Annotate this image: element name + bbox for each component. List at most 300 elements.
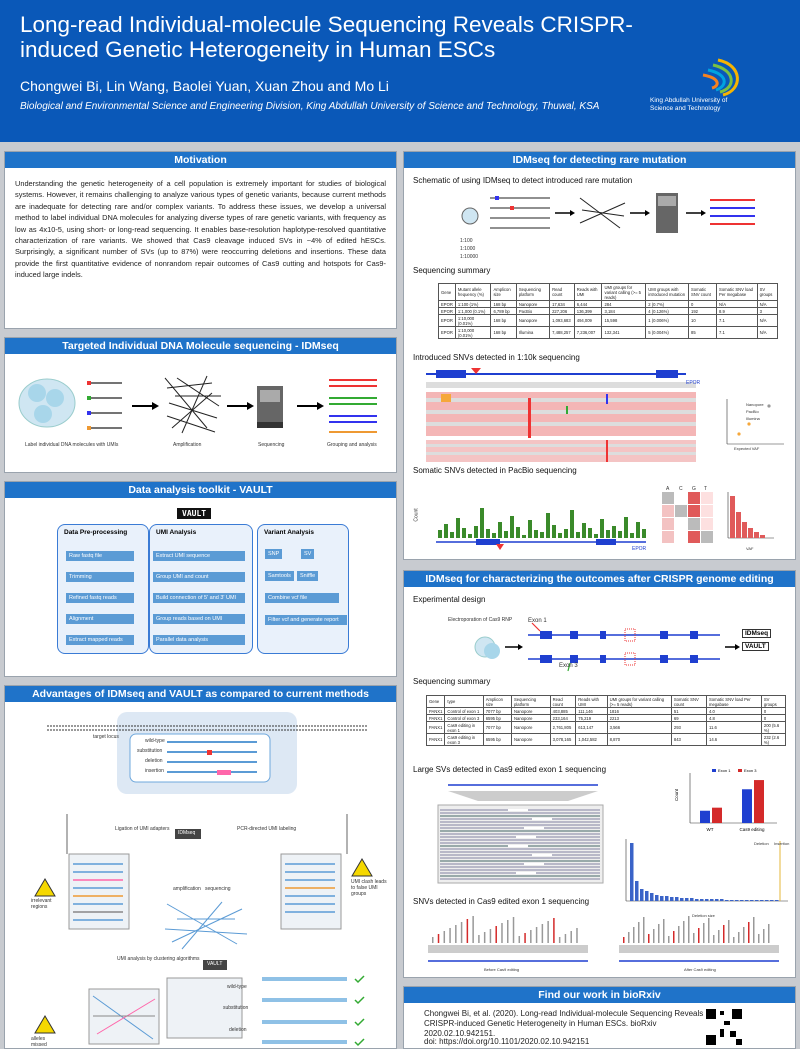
snv-bar [743, 927, 745, 943]
somatic-snv-bar [444, 524, 448, 538]
snv-bar [570, 931, 572, 943]
deletion-size-bar [745, 900, 749, 901]
heatmap-cell [701, 518, 713, 530]
table-cell: 0 [761, 708, 785, 715]
heatmap-cell [701, 492, 713, 504]
variant-substitution: substitution [137, 748, 163, 754]
table-cell: 10 [688, 315, 716, 327]
sv-read [440, 815, 600, 817]
table-cell: 403,885 [550, 708, 576, 715]
crispr-summary-title: Sequencing summary [413, 677, 491, 686]
heatmap-cell [662, 518, 674, 530]
crispr-summary-table [426, 695, 786, 746]
deletion-size-bar [695, 899, 699, 901]
sv-count-bar-chart [672, 767, 782, 837]
somatic-snv-bar [528, 520, 532, 538]
table-cell: 85 [688, 327, 716, 339]
table-cell: 233,164 [550, 715, 576, 722]
somatic-snv-bar [618, 531, 622, 538]
table-header: Gene [439, 284, 456, 301]
table-cell: 284 [602, 301, 646, 308]
bar-exon-1-cas9-editing [742, 789, 752, 823]
deletion-size-bar [750, 900, 754, 901]
table-row [439, 315, 778, 327]
sv-deletion-gap [524, 827, 544, 829]
table-cell: 8,870 [607, 734, 671, 746]
table-cell: 1,042,582 [576, 734, 607, 746]
sv-read [440, 860, 600, 862]
table-cell: PANX1 [427, 715, 445, 722]
snv-bar [438, 934, 440, 943]
deletion-size-bar [690, 898, 694, 901]
targeted-panel [4, 337, 397, 473]
snv-bar [728, 920, 730, 943]
table-cell: 7077 bp [483, 722, 511, 734]
biorxiv-heading: Find our work in bioRxiv [404, 987, 795, 1003]
heatmap-cell [675, 518, 687, 530]
sv-read [440, 851, 600, 853]
table-header: Amplicon size [491, 284, 516, 301]
snv-bar [513, 917, 515, 943]
sv-read [440, 863, 600, 865]
table-header: Amplicon size [483, 696, 511, 708]
affiliation: Biological and Environmental Science and Engineering Division, King Abdullah University of Science and Technology, Thuwal, KSA [20, 101, 600, 112]
snv-bar [530, 930, 532, 943]
snv-bar [519, 936, 521, 943]
deletion-size-bar [725, 900, 729, 901]
somatic-snv-bar [450, 532, 454, 538]
vaf-label: VAF [746, 546, 754, 551]
design-title: Experimental design [413, 595, 486, 604]
legend-label: Exon 1 [718, 768, 731, 773]
schematic-title: Schematic of using IDMseq to detect introduced rare mutation [413, 176, 633, 185]
cluster-label: UMI analysis by clustering algorithms [117, 956, 200, 962]
motivation-heading: Motivation [5, 152, 396, 168]
snv-bar [542, 924, 544, 943]
snv-bar [536, 927, 538, 943]
heatmap-cell [662, 505, 674, 517]
heatmap-cell [662, 531, 674, 543]
pcr-label: PCR-directed UMI labeling [237, 826, 297, 832]
before-label: Before Cas9 editing [484, 967, 520, 972]
table-cell: 5 (0.004%) [646, 327, 689, 339]
rare-summary-table [438, 283, 778, 339]
snv-bar [703, 923, 705, 943]
heatmap-base-c: C [679, 486, 683, 492]
table-header: Gene [427, 696, 445, 708]
table-cell: 7,236,007 [574, 327, 602, 339]
coverage-track [619, 945, 779, 953]
step-group-umi: Group UMI and count [153, 572, 245, 582]
label-amplification: Amplification [173, 442, 202, 448]
deletion-size-bar [770, 900, 774, 901]
insertion-legend: Insertion [774, 841, 790, 846]
variant-analysis-title: Variant Analysis [264, 529, 314, 536]
snv-bar [688, 916, 690, 943]
table-cell: 2213 [607, 715, 671, 722]
heatmap-cell [688, 505, 700, 517]
somatic-snv-bar [474, 526, 478, 538]
table-row [427, 734, 786, 746]
label-grouping: Grouping and analysis [327, 442, 377, 448]
table-cell: 1:100 (1%) [455, 301, 491, 308]
snv-bar [673, 931, 675, 943]
table-cell: 3,078,165 [550, 734, 576, 746]
step-alignment: Alignment [66, 614, 134, 624]
table-cell: 168 bp [491, 315, 516, 327]
table-header: Somatic SNV count [671, 696, 706, 708]
table-cell: PANX1 [427, 722, 445, 734]
somatic-snv-bar [480, 508, 484, 538]
table-cell: Nanopore [512, 708, 551, 715]
deletion-size-bar [705, 899, 709, 901]
table-row [439, 301, 778, 308]
authors: Chongwei Bi, Lin Wang, Baolei Yuan, Xuan Zhou and Mo Li [20, 78, 389, 94]
table-cell: 843 [671, 734, 706, 746]
bar-exon-3-wt [712, 808, 722, 823]
coverage-track [428, 945, 588, 953]
vault-tag: VAULT [742, 642, 769, 651]
sv-read [440, 854, 600, 856]
table-cell: 2 (0.7%) [646, 301, 689, 308]
idmseq-tag: IDMseq [742, 629, 771, 638]
rare-heading: IDMseq for detecting rare mutation [404, 152, 795, 168]
deletion-size-bar [720, 899, 724, 901]
deletion-size-bar [755, 900, 759, 901]
somatic-snv-bar [546, 513, 550, 538]
somatic-snv-bar [498, 522, 502, 538]
table-header: Read count [550, 284, 575, 301]
somatic-snv-bar [462, 528, 466, 538]
deletion-size-bar [660, 896, 664, 901]
table-cell: 1:10,000 (0.01%) [455, 315, 491, 327]
somatic-snv-bar [600, 519, 604, 538]
table-cell: N/A [717, 301, 758, 308]
sv-read [440, 839, 600, 841]
somatic-snv-bar [576, 532, 580, 538]
vault-badge: VAULT [177, 508, 211, 519]
kaust-logo-icon [648, 50, 748, 130]
snv-bar [444, 931, 446, 943]
table-cell: 14.6 [706, 734, 761, 746]
step-extract-umi: Extract UMI sequence [153, 551, 245, 561]
deletion-size-bar [715, 899, 719, 901]
somatic-snv-bar [558, 533, 562, 538]
poster-header [0, 0, 800, 142]
table-header: UMI groups for variant calling (>= 5 reads) [602, 284, 646, 301]
table-cell: PANX1 [427, 708, 445, 715]
electroporation-label: Electroporation of Cas9 RNP [448, 617, 513, 623]
somatic-count-label: Count [413, 508, 420, 522]
table-cell: 293 [671, 722, 706, 734]
somatic-snv-bar [636, 522, 640, 538]
table-cell: 192 [688, 308, 716, 315]
step-raw-fastq: Raw fastq file [66, 551, 134, 561]
step-sniffle: Sniffle [297, 571, 318, 581]
snv-edited-title: SNVs detected in Cas9 edited exon 1 sequencing [413, 897, 590, 906]
snv-bar [748, 922, 750, 943]
sv-deletion-gap [532, 818, 552, 820]
somatic-snv-bar [540, 532, 544, 538]
rare-mutation-panel [403, 151, 796, 560]
large-sv-title: Large SVs detected in Cas9 edited exon 1 sequencing [413, 765, 607, 774]
snv-bar [718, 930, 720, 943]
deletion-size-bar [730, 900, 734, 901]
crispr-heading: IDMseq for characterizing the outcomes after CRISPR genome editing [404, 571, 795, 587]
qr-code-icon[interactable] [704, 1007, 744, 1047]
snv-bar [738, 932, 740, 943]
somatic-bars [413, 480, 656, 555]
table-cell: N/A [757, 301, 777, 308]
sv-deletion-gap [516, 872, 536, 874]
table-cell: Nanopore [512, 715, 551, 722]
table-cell: Control of exon 3 [445, 715, 483, 722]
table-cell: 51 [671, 708, 706, 715]
deletion-size-bar [775, 900, 779, 901]
deletion-xlabel: Deletion size [692, 913, 715, 918]
somatic-snv-bar [456, 518, 460, 538]
snv-before-chart [418, 911, 598, 971]
table-cell: 6595 bp [483, 734, 511, 746]
table-cell: 613,147 [576, 722, 607, 734]
table-cell: 1,093,683 [550, 315, 575, 327]
exon1-label: Exon 1 [528, 618, 547, 624]
table-header: UMI groups for variant calling (>= 5 reads) [607, 696, 671, 708]
vaf-histogram [722, 488, 777, 548]
somatic-snv-bar [594, 534, 598, 538]
table-header: Somatic SNV load Per megabase [717, 284, 758, 301]
table-row [427, 715, 786, 722]
table-header: Somatic SNV load Per megabase [706, 696, 761, 708]
step-sv: SV [301, 549, 314, 559]
table-cell: Cas9 editing in exon 3 [445, 734, 483, 746]
deletion-size-bar [630, 843, 634, 901]
somatic-snv-bar [504, 531, 508, 538]
snv-bar [643, 917, 645, 943]
logo-text: King Abdullah University of Science and Technology [650, 97, 728, 112]
snv-bar [658, 924, 660, 943]
sv-deletion-gap [532, 854, 552, 856]
snv-after-chart [609, 911, 789, 971]
table-cell: Nanopore [516, 315, 549, 327]
snv-bar [668, 936, 670, 943]
snv-bar [713, 935, 715, 943]
snv-bar [648, 934, 650, 943]
sequencing-label: sequencing [205, 886, 231, 892]
somatic-snv-bar [612, 526, 616, 538]
step-build-connection: Build connection of 5' and 3' UMI [153, 593, 245, 603]
snv-bar [507, 920, 509, 943]
table-cell: 7,488,257 [550, 327, 575, 339]
step-extract-mapped: Extract mapped reads [66, 635, 134, 645]
sv-read [440, 875, 600, 877]
table-cell: 0 [761, 715, 785, 722]
somatic-epor-label: EPOR [632, 546, 647, 552]
rare-summary-title: Sequencing summary [413, 266, 491, 275]
snv-title: Introduced SNVs detected in 1:10k sequencing [413, 353, 580, 362]
dilution-10000: 1:10000 [460, 254, 479, 260]
snv-bar [653, 929, 655, 943]
deletion-legend: Deletion [754, 841, 769, 846]
snv-bar [455, 925, 457, 943]
somatic-snv-bar [438, 530, 442, 538]
deletion-size-bar [700, 899, 704, 901]
bar-y-label: Count [674, 788, 679, 801]
variant-insertion: insertion [145, 768, 164, 774]
table-cell: 4.0 [706, 708, 761, 715]
table-cell: 1:1,000 (0.1%) [455, 308, 491, 315]
poster-title: Long-read Individual-molecule Sequencing Reveals CRISPR-induced Genetic Heterogeneity in Human ESCs [20, 12, 633, 62]
deletion-size-bar [685, 898, 689, 901]
variant-deletion: deletion [145, 758, 163, 764]
sv-read [440, 833, 600, 835]
sv-read [440, 869, 600, 871]
table-row [427, 708, 786, 715]
citation: Chongwei Bi, et al. (2020). Long-read Individual-molecule Sequencing Reveals CRISPR-induced Genetic Heterogeneity in Human ESCs. bioRxiv 2020.02.10.942151. [424, 1009, 704, 1038]
table-cell: 168 bp [491, 327, 516, 339]
table-cell: 232 (2.6 %) [761, 734, 785, 746]
table-header: SV groups [761, 696, 785, 708]
step-samtools: Samtools [265, 571, 294, 581]
heatmap-cell [688, 531, 700, 543]
deletion-size-bar [635, 881, 639, 901]
biorxiv-panel [403, 986, 796, 1049]
table-cell: 132,341 [602, 327, 646, 339]
sv-read [440, 812, 600, 814]
heatmap-base-a: A [666, 486, 670, 492]
table-cell: N/A [757, 327, 777, 339]
table-cell: Nanopore [516, 301, 549, 308]
heatmap-cell [662, 492, 674, 504]
table-cell: 1:10,000 (0.01%) [455, 327, 491, 339]
step-parallel: Parallel data analysis [153, 635, 245, 645]
label-sequencing: Sequencing [258, 442, 285, 448]
snv-bar [547, 921, 549, 943]
table-cell: Control of exon 1 [445, 708, 483, 715]
table-header: Sequencing platform [512, 696, 551, 708]
snv-bar [495, 926, 497, 943]
table-cell: EPOR [439, 308, 456, 315]
sv-read [440, 848, 600, 850]
snv-bar [723, 925, 725, 943]
dilution-1000: 1:1000 [460, 246, 476, 252]
table-row [439, 327, 778, 339]
bar-exon-1-wt [700, 811, 710, 823]
table-cell: 11.6 [706, 722, 761, 734]
legend-swatch [738, 769, 742, 772]
snv-bar [553, 918, 555, 943]
table-header: Reads with UMI [574, 284, 602, 301]
motivation-panel [4, 151, 397, 329]
somatic-snv-bar [522, 535, 526, 538]
table-cell: Nanopore [512, 722, 551, 734]
table-cell: 1 (0.006%) [646, 315, 689, 327]
sv-read [440, 866, 600, 868]
step-combine-vcf: Combine vcf file [265, 593, 339, 603]
table-header: Reads with UMI [576, 696, 607, 708]
bar-category-label: Cas9 editing [739, 827, 765, 832]
somatic-snv-bar [492, 533, 496, 538]
snv-bar [683, 921, 685, 943]
vault-tag: VAULT [207, 961, 223, 967]
snv-bar [559, 937, 561, 943]
table-cell: 6,444 [574, 301, 602, 308]
somatic-snv-bar [486, 529, 490, 538]
table-cell: Illumina [516, 327, 549, 339]
table-header: Read count [550, 696, 576, 708]
deletion-size-bar [675, 897, 679, 901]
snv-bar [501, 923, 503, 943]
targeted-heading: Targeted Individual DNA Molecule sequencing - IDMseq [5, 338, 396, 354]
step-group-reads: Group reads based on UMI [153, 614, 245, 624]
sv-deletion-gap [508, 845, 528, 847]
somatic-snv-bar [606, 530, 610, 538]
somatic-snv-bar [570, 510, 574, 538]
table-cell: 136,399 [574, 308, 602, 315]
scatter-legend-illumina: Illumina [746, 416, 760, 421]
deletion-size-bar [710, 899, 714, 901]
snv-bar [524, 933, 526, 943]
table-header-row [427, 696, 786, 708]
table-row [427, 722, 786, 734]
deletion-size-bar [655, 895, 659, 901]
snv-bar [484, 932, 486, 943]
snv-bar [753, 917, 755, 943]
sv-deletion-gap [508, 809, 528, 811]
snv-bar [478, 935, 480, 943]
deletion-size-bar [670, 897, 674, 901]
table-cell: Cas9 editing in exon 1 [445, 722, 483, 734]
table-cell: 3,566 [607, 722, 671, 734]
heatmap-base-t: T [704, 486, 708, 492]
step-snp: SNP [265, 549, 282, 559]
table-cell: 0 [688, 301, 716, 308]
snv-bar [708, 918, 710, 943]
scatter-legend-pacbio: PacBio [746, 409, 759, 414]
deletion-size-bar [665, 896, 669, 901]
deletion-size-bar [640, 889, 644, 901]
doi-link[interactable]: doi: https://doi.org/10.1101/2020.02.10.942151 [424, 1037, 590, 1046]
table-cell: PacBio [516, 308, 549, 315]
scatter-legend-nanopore: Nanopore [746, 402, 764, 407]
bar-category-label: WT [706, 827, 714, 832]
table-cell: 69 [671, 715, 706, 722]
dilution-100: 1:100 [460, 238, 473, 244]
deletion-size-bar [760, 900, 764, 901]
heatmap-cell [688, 492, 700, 504]
snv-bar [576, 928, 578, 943]
outcome-wild-type: wild-type [227, 984, 247, 990]
snv-bar [449, 928, 451, 943]
label-umi: Label individual DNA molecules with UMIs [25, 442, 119, 448]
snv-bar [663, 919, 665, 943]
heatmap-cell [675, 531, 687, 543]
table-cell: 7.1 [717, 327, 758, 339]
table-cell: 3,184 [602, 308, 646, 315]
step-refined-fastq: Refined fastq reads [66, 593, 134, 603]
sv-read [440, 857, 600, 859]
heatmap-cell [701, 505, 713, 517]
somatic-snv-bar [630, 533, 634, 538]
exon3-label: Exon 3 [559, 663, 578, 669]
sv-deletion-gap [524, 863, 544, 865]
substitution-heatmap [662, 492, 714, 544]
vault-panel [4, 481, 397, 677]
table-header: Sequencing platform [516, 284, 549, 301]
ligation-label: Ligation of UMI adapters [115, 826, 170, 832]
amplification-label: amplification [173, 886, 201, 892]
snv-bar [472, 916, 474, 943]
